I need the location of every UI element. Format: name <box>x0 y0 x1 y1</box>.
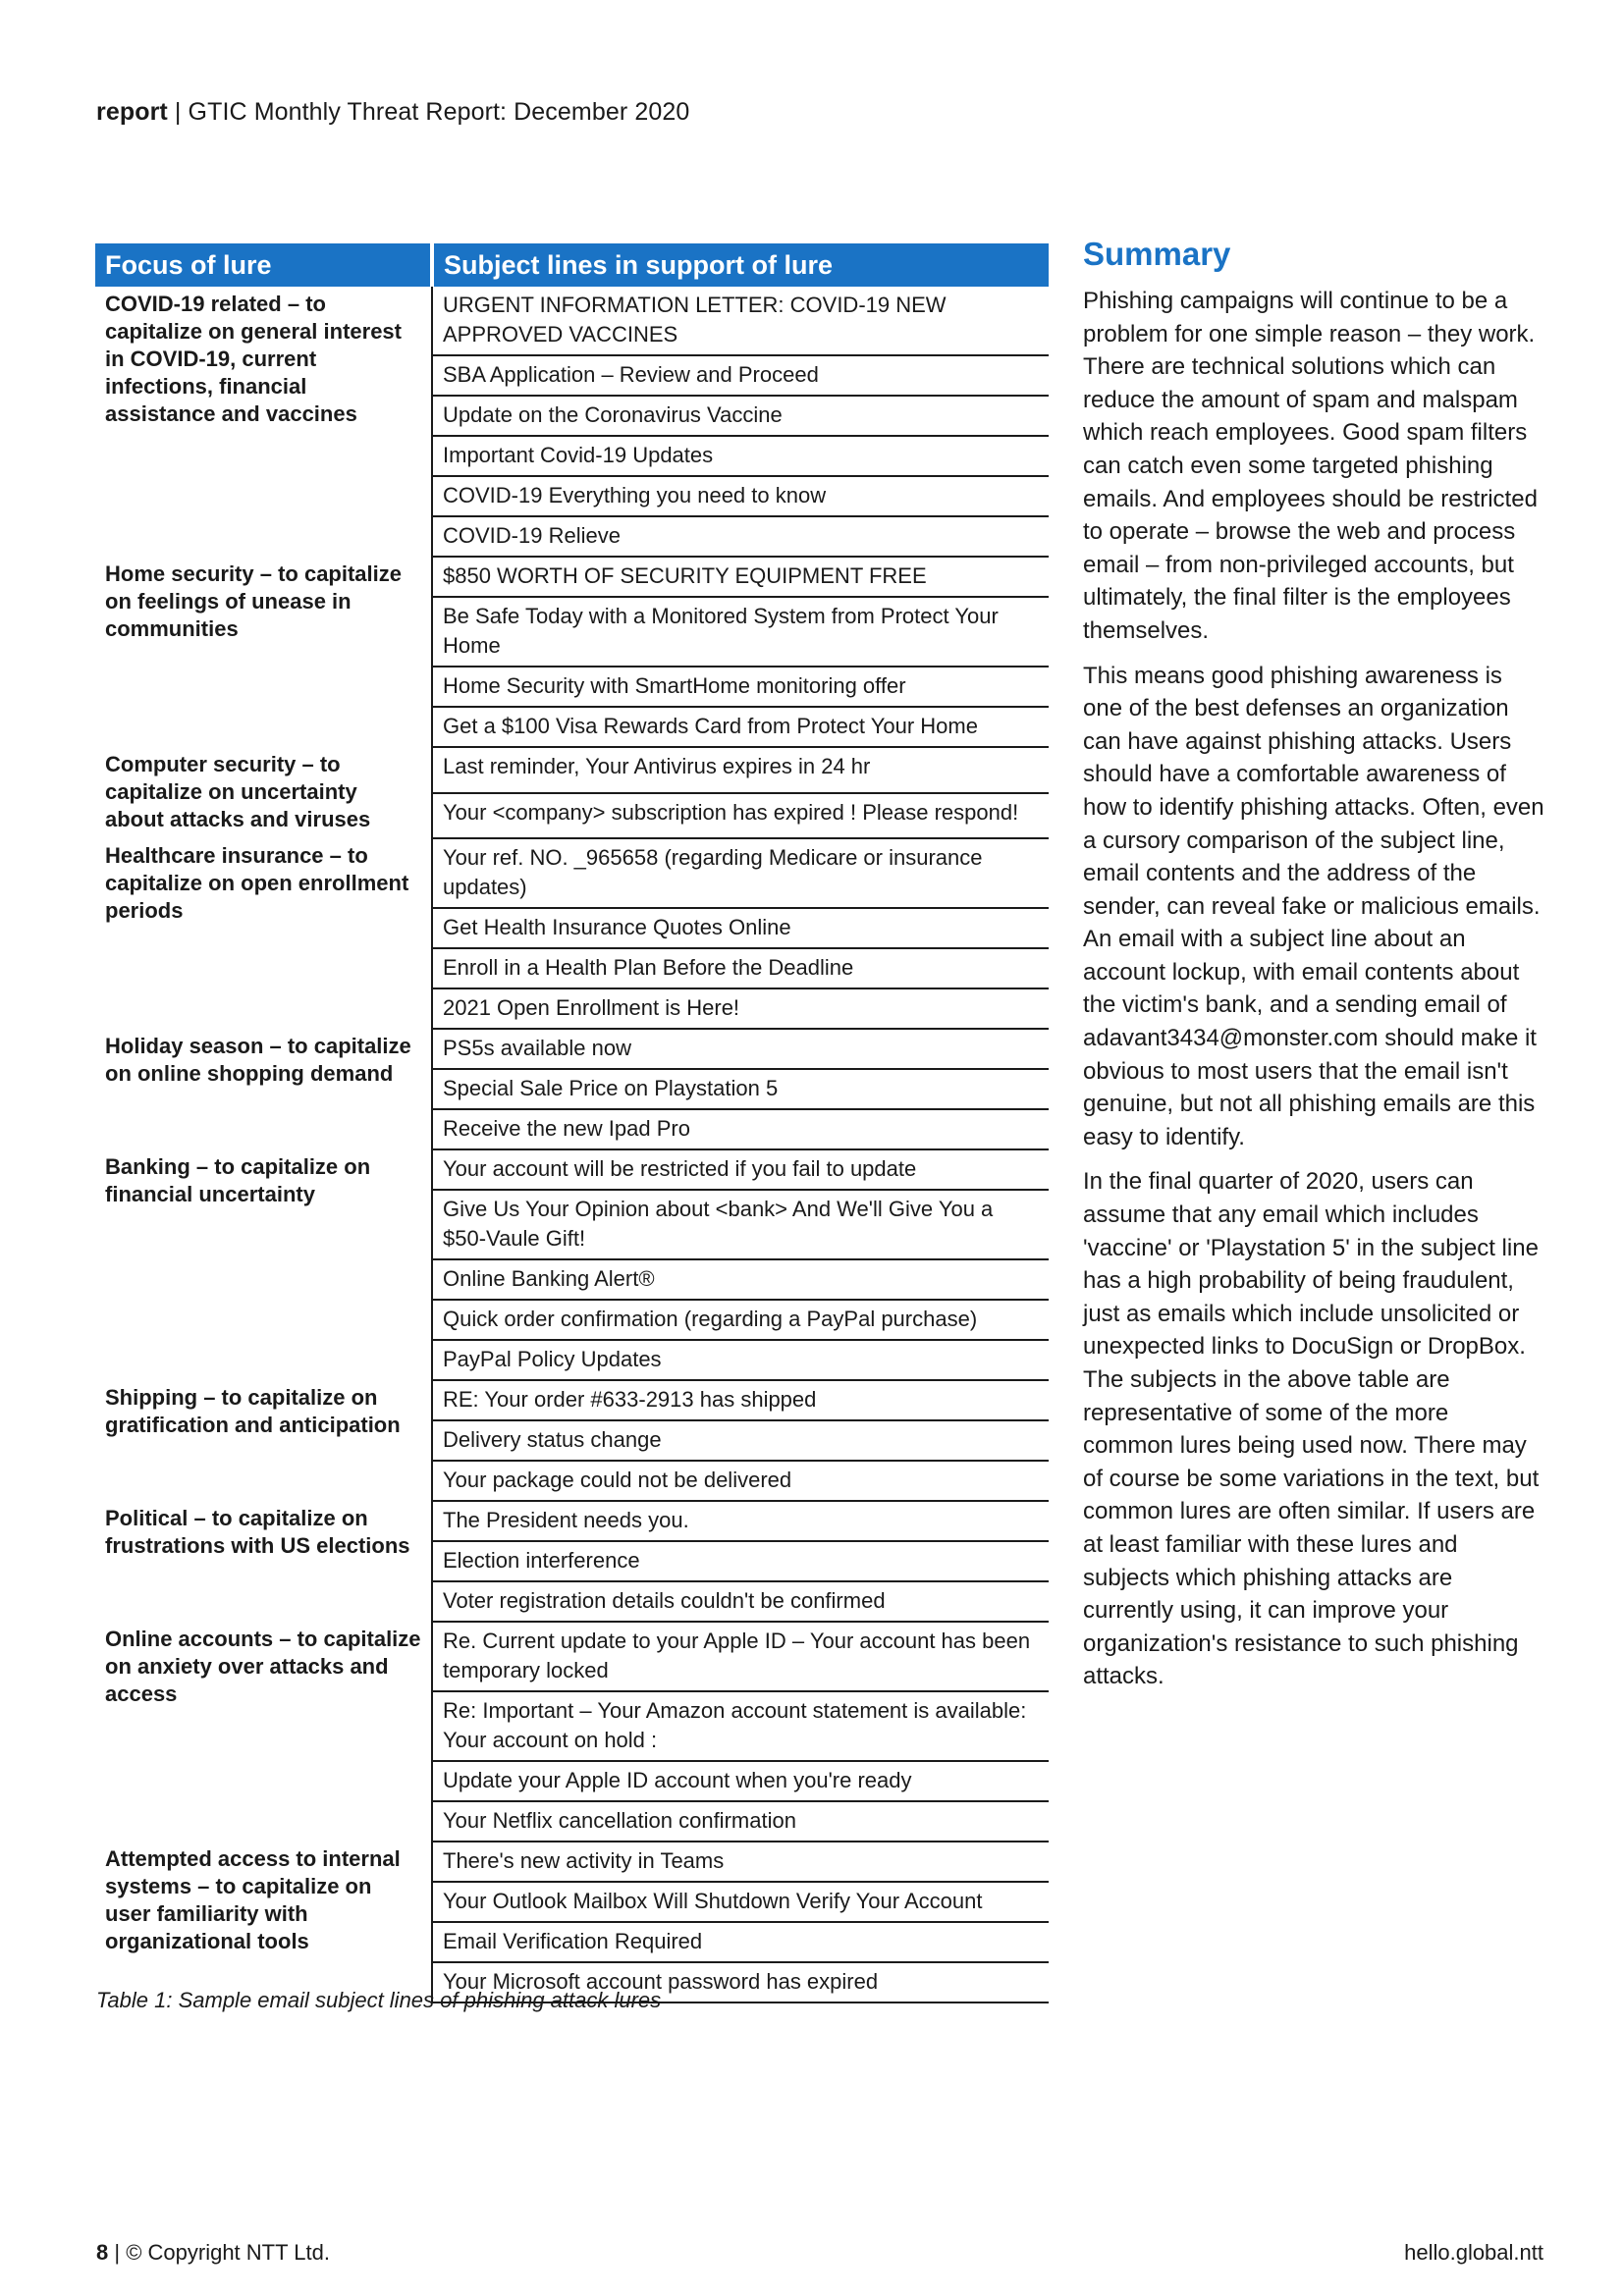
subject-line-cell: PS5s available now <box>432 1029 1049 1069</box>
table-row <box>95 1149 1049 1190</box>
table-row <box>95 838 1049 908</box>
table-row <box>95 1842 1049 1882</box>
table-body <box>95 287 1049 2002</box>
lure-focus-cell: Home security – to capitalize on feelings of unease in communities <box>95 557 432 747</box>
subject-line-cell: Your Microsoft account password has expired <box>432 1962 1049 2002</box>
table-row <box>95 1380 1049 1420</box>
lure-focus-cell: Attempted access to internal systems – to capitalize on user familiarity with organizational tools <box>95 1842 432 2002</box>
subject-line-cell: Give Us Your Opinion about <bank> And We'll Give You a $50-Vaule Gift! <box>432 1190 1049 1259</box>
header-report-label: report <box>96 98 168 126</box>
table-row <box>95 557 1049 597</box>
subject-line-cell: Receive the new Ipad Pro <box>432 1109 1049 1149</box>
subject-line-cell: Online Banking Alert® <box>432 1259 1049 1300</box>
table-row <box>95 747 1049 793</box>
subject-line-cell: COVID-19 Everything you need to know <box>432 476 1049 516</box>
subject-line-cell: Voter registration details couldn't be confirmed <box>432 1581 1049 1622</box>
footer-website: hello.global.ntt <box>1404 2240 1543 2265</box>
table-row <box>95 1029 1049 1069</box>
summary-paragraph: In the final quarter of 2020, users can assume that any email which includes 'vaccine' or 'Playstation 5' in the subject line has a high probability of being fraudulent, just as emails which include unsolicited or unexpected links to DocuSign or DropBox. The subjects in the above table are representative of some of the more common lures being used now. There may of course be some variations in the text, but common lures are often similar. If users are at least familiar with these lures and subjects which phishing attacks are currently using, it can improve your organization's resistance to such phishing attacks. <box>1083 1168 1540 1690</box>
summary-section <box>1083 236 1544 1705</box>
subject-line-cell: Last reminder, Your Antivirus expires in 24 hr <box>432 747 1049 793</box>
subject-line-cell: SBA Application – Review and Proceed <box>432 355 1049 396</box>
subject-line-cell: Your ref. NO. _965658 (regarding Medicare or insurance updates) <box>432 838 1049 908</box>
table-header-row <box>95 243 1049 287</box>
subject-line-cell: The President needs you. <box>432 1501 1049 1541</box>
subject-line-cell: Get Health Insurance Quotes Online <box>432 908 1049 948</box>
page-number: 8 <box>96 2240 109 2265</box>
subject-line-cell: RE: Your order #633-2913 has shipped <box>432 1380 1049 1420</box>
summary-paragraph: This means good phishing awareness is one of the best defenses an organization can have against phishing attacks. Users should have a comfortable awareness of how to identify phishing attacks. Often, even a cursory comparison of the subject line, email contents and the address of the sender, can reveal fake or malicious emails. An email with a subject line about an account lockup, with email contents about the victim's bank, and a sending email of adavant3434@monster.com should make it obvious to most users that the email isn't genuine, but not all phishing emails are this easy to identify. <box>1083 662 1544 1150</box>
table-row <box>95 1622 1049 1691</box>
page-header <box>96 98 689 127</box>
column-header-focus: Focus of lure <box>95 243 432 287</box>
lure-focus-cell: Holiday season – to capitalize on online shopping demand <box>95 1029 432 1149</box>
subject-line-cell: Delivery status change <box>432 1420 1049 1461</box>
summary-heading: Summary <box>1083 236 1231 272</box>
subject-line-cell: Quick order confirmation (regarding a PayPal purchase) <box>432 1300 1049 1340</box>
subject-line-cell: Home Security with SmartHome monitoring offer <box>432 667 1049 707</box>
subject-line-cell: Re. Current update to your Apple ID – Your account has been temporary locked <box>432 1622 1049 1691</box>
column-header-subjects: Subject lines in support of lure <box>432 243 1049 287</box>
subject-line-cell: Election interference <box>432 1541 1049 1581</box>
summary-paragraph: Phishing campaigns will continue to be a problem for one simple reason – they work. There are technical solutions which can reduce the amount of spam and malspam which reach employees. Good spam filters can catch even some targeted phishing emails. And employees should be restricted to operate – browse the web and process email – from non-privileged accounts, but ultimately, the final filter is the employees themselves. <box>1083 288 1538 644</box>
subject-line-cell: Enroll in a Health Plan Before the Deadline <box>432 948 1049 988</box>
header-title: | GTIC Monthly Threat Report: December 2020 <box>167 98 690 126</box>
lure-focus-cell: Healthcare insurance – to capitalize on open enrollment periods <box>95 838 432 1029</box>
subject-line-cell: 2021 Open Enrollment is Here! <box>432 988 1049 1029</box>
footer-copyright: | © Copyright NTT Ltd. <box>108 2240 330 2265</box>
table-row <box>95 287 1049 355</box>
subject-line-cell: COVID-19 Relieve <box>432 516 1049 557</box>
lure-focus-cell: COVID-19 related – to capitalize on general interest in COVID-19, current infections, financial assistance and vaccines <box>95 287 432 557</box>
subject-line-cell: Update your Apple ID account when you're ready <box>432 1761 1049 1801</box>
lure-focus-cell: Shipping – to capitalize on gratification and anticipation <box>95 1380 432 1501</box>
subject-line-cell: Email Verification Required <box>432 1922 1049 1962</box>
subject-line-cell: There's new activity in Teams <box>432 1842 1049 1882</box>
subject-line-cell: Re: Important – Your Amazon account statement is available: Your account on hold : <box>432 1691 1049 1761</box>
subject-line-cell: Your package could not be delivered <box>432 1461 1049 1501</box>
subject-line-cell: Your Netflix cancellation confirmation <box>432 1801 1049 1842</box>
subject-line-cell: Important Covid-19 Updates <box>432 436 1049 476</box>
table-caption: Table 1: Sample email subject lines of phishing attack lures <box>96 1988 662 2012</box>
subject-line-cell: $850 WORTH OF SECURITY EQUIPMENT FREE <box>432 557 1049 597</box>
phishing-lures-table <box>95 243 1049 2003</box>
lure-focus-cell: Computer security – to capitalize on uncertainty about attacks and viruses <box>95 747 432 838</box>
footer-page-info <box>96 2240 330 2266</box>
subject-line-cell: Be Safe Today with a Monitored System from Protect Your Home <box>432 597 1049 667</box>
lure-focus-cell: Online accounts – to capitalize on anxiety over attacks and access <box>95 1622 432 1842</box>
lure-focus-cell: Political – to capitalize on frustrations with US elections <box>95 1501 432 1622</box>
subject-line-cell: PayPal Policy Updates <box>432 1340 1049 1380</box>
subject-line-cell: URGENT INFORMATION LETTER: COVID-19 NEW APPROVED VACCINES <box>432 287 1049 355</box>
subject-line-cell: Update on the Coronavirus Vaccine <box>432 396 1049 436</box>
subject-line-cell: Get a $100 Visa Rewards Card from Protect Your Home <box>432 707 1049 747</box>
subject-line-cell: Your <company> subscription has expired ! Please respond! <box>432 793 1049 839</box>
subject-line-cell: Special Sale Price on Playstation 5 <box>432 1069 1049 1109</box>
lure-focus-cell: Banking – to capitalize on financial uncertainty <box>95 1149 432 1380</box>
subject-line-cell: Your account will be restricted if you fail to update <box>432 1149 1049 1190</box>
subject-line-cell: Your Outlook Mailbox Will Shutdown Verify Your Account <box>432 1882 1049 1922</box>
table-row <box>95 1501 1049 1541</box>
